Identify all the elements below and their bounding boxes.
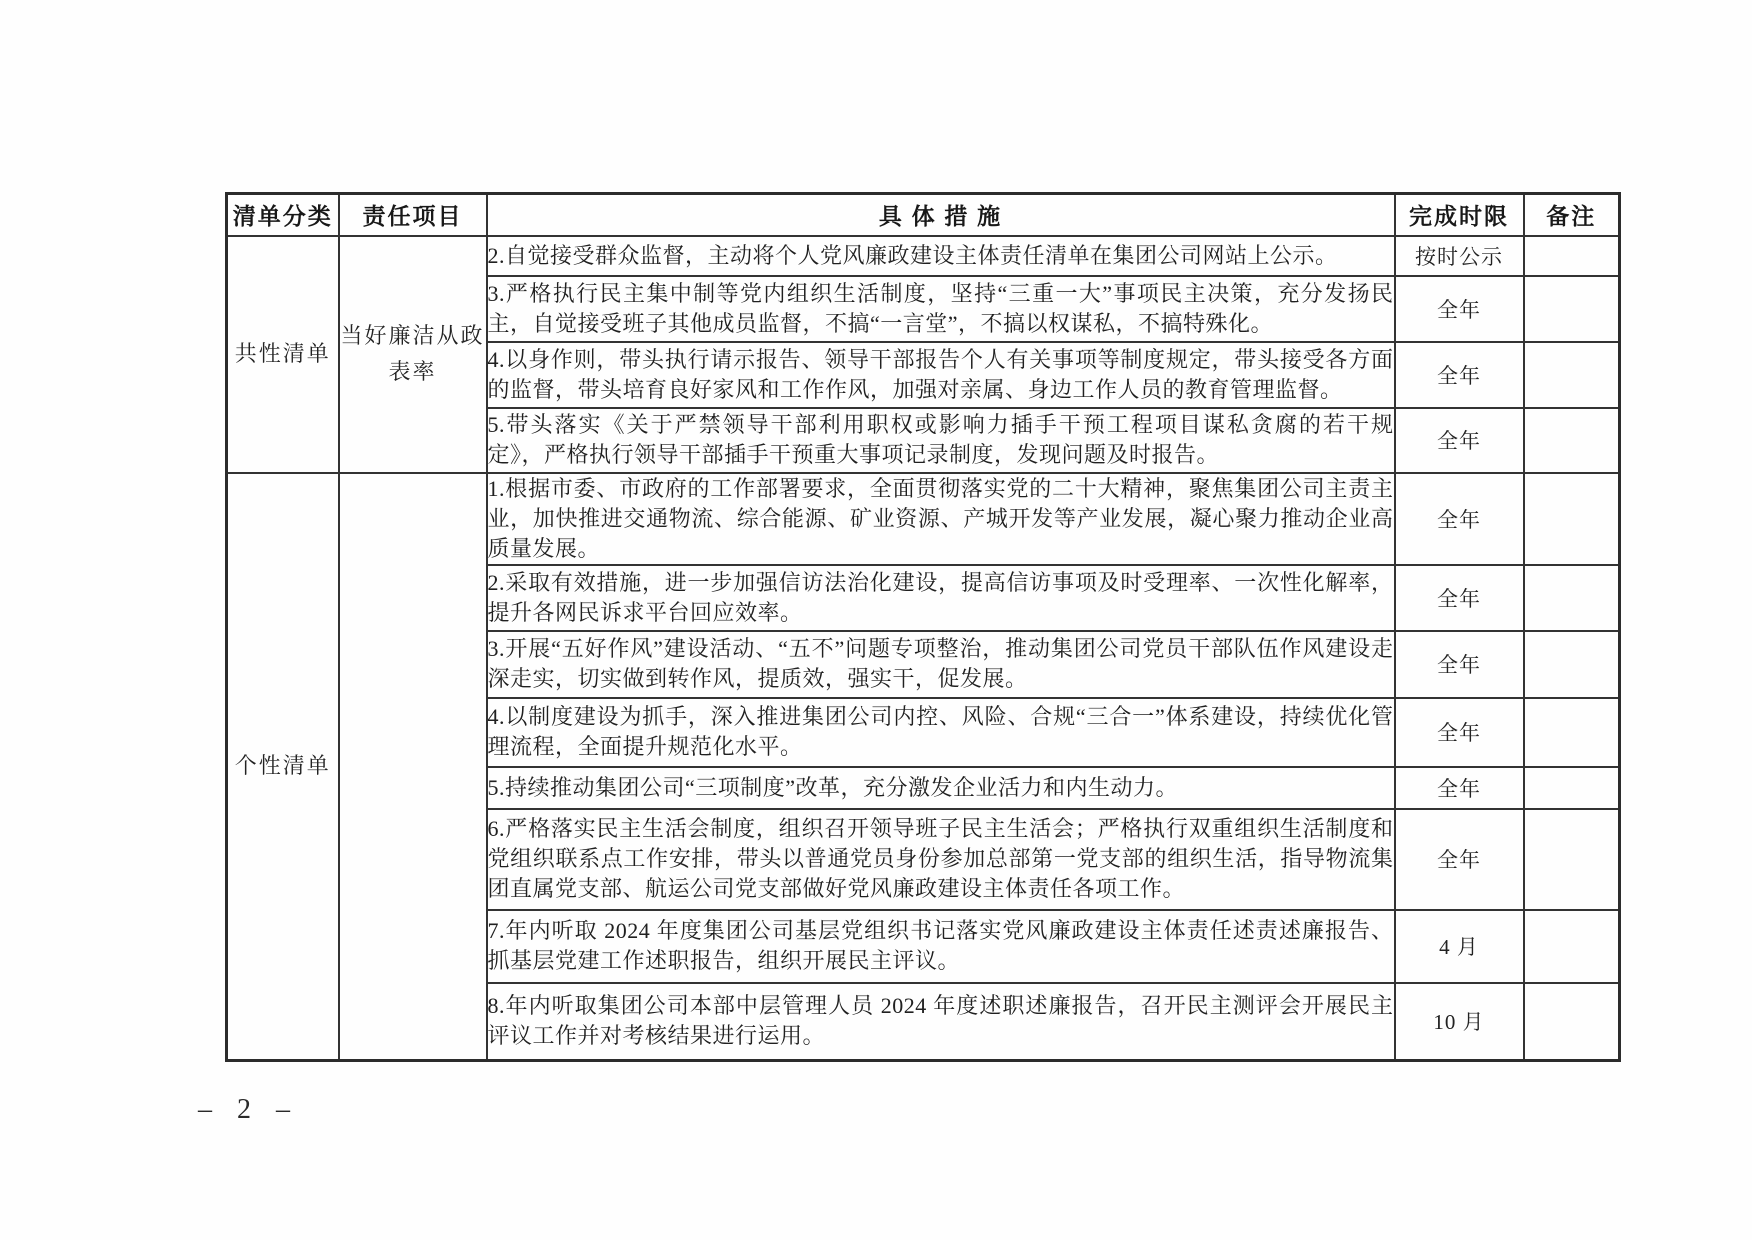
deadline-cell: 全年 [1395, 698, 1524, 767]
remark-cell [1524, 565, 1620, 631]
page-number: – 2 – [198, 1094, 299, 1125]
deadline-cell: 全年 [1395, 631, 1524, 698]
col-header-responsibility: 责任项目 [339, 194, 487, 236]
deadline-cell: 10 月 [1395, 983, 1524, 1061]
measure-cell: 3.严格执行民主集中制等党内组织生活制度，坚持“三重一大”事项民主决策，充分发扬民主，自觉接受班子其他成员监督，不搞“一言堂”，不搞以权谋私，不搞特殊化。 [487, 276, 1395, 342]
deadline-cell: 全年 [1395, 565, 1524, 631]
measure-cell: 2.采取有效措施，进一步加强信访法治化建设，提高信访事项及时受理率、一次性化解率，提升各网民诉求平台回应效率。 [487, 565, 1395, 631]
measure-cell: 2.自觉接受群众监督，主动将个人党风廉政建设主体责任清单在集团公司网站上公示。 [487, 236, 1395, 276]
remark-cell [1524, 910, 1620, 983]
duty-list-table [225, 192, 1621, 1062]
measure-cell: 3.开展“五好作风”建设活动、“五不”问题专项整治，推动集团公司党员干部队伍作风建设走深走实，切实做到转作风，提质效，强实干，促发展。 [487, 631, 1395, 698]
measure-cell: 5.带头落实《关于严禁领导干部利用职权或影响力插手干预工程项目谋私贪腐的若干规定》，严格执行领导干部插手干预重大事项记录制度，发现问题及时报告。 [487, 408, 1395, 473]
header-row [227, 194, 1620, 236]
deadline-cell: 按时公示 [1395, 236, 1524, 276]
col-header-category: 清单分类 [227, 194, 339, 236]
measure-cell: 5.持续推动集团公司“三项制度”改革，充分激发企业活力和内生动力。 [487, 767, 1395, 809]
measure-cell: 4.以制度建设为抓手，深入推进集团公司内控、风险、合规“三合一”体系建设，持续优化管理流程，全面提升规范化水平。 [487, 698, 1395, 767]
remark-cell [1524, 473, 1620, 565]
measure-cell: 7.年内听取 2024 年度集团公司基层党组织书记落实党风廉政建设主体责任述责述廉报告、抓基层党建工作述职报告，组织开展民主评议。 [487, 910, 1395, 983]
remark-cell [1524, 698, 1620, 767]
table-row [227, 473, 1620, 565]
deadline-cell: 全年 [1395, 767, 1524, 809]
responsibility-cell-group1: 当好廉洁从政表率 [339, 236, 487, 473]
table-row [227, 236, 1620, 276]
measure-cell: 8.年内听取集团公司本部中层管理人员 2024 年度述职述廉报告，召开民主测评会开展民主评议工作并对考核结果进行运用。 [487, 983, 1395, 1061]
remark-cell [1524, 809, 1620, 910]
remark-cell [1524, 342, 1620, 408]
col-header-measures: 具 体 措 施 [487, 194, 1395, 236]
remark-cell [1524, 236, 1620, 276]
deadline-cell: 全年 [1395, 276, 1524, 342]
col-header-remarks: 备注 [1524, 194, 1620, 236]
measure-cell: 6.严格落实民主生活会制度，组织召开领导班子民主生活会；严格执行双重组织生活制度和党组织联系点工作安排，带头以普通党员身份参加总部第一党支部的组织生活，指导物流集团直属党支部、航运公司党支部做好党风廉政建设主体责任各项工作。 [487, 809, 1395, 910]
remark-cell [1524, 983, 1620, 1061]
measure-cell: 1.根据市委、市政府的工作部署要求，全面贯彻落实党的二十大精神，聚焦集团公司主责主业，加快推进交通物流、综合能源、矿业资源、产城开发等产业发展，凝心聚力推动企业高质量发展。 [487, 473, 1395, 565]
category-cell-group2: 个性清单 [227, 473, 339, 1061]
deadline-cell: 全年 [1395, 473, 1524, 565]
measure-cell: 4.以身作则，带头执行请示报告、领导干部报告个人有关事项等制度规定，带头接受各方面的监督，带头培育良好家风和工作作风，加强对亲属、身边工作人员的教育管理监督。 [487, 342, 1395, 408]
remark-cell [1524, 276, 1620, 342]
remark-cell [1524, 767, 1620, 809]
remark-cell [1524, 631, 1620, 698]
deadline-cell: 全年 [1395, 408, 1524, 473]
deadline-cell: 全年 [1395, 342, 1524, 408]
remark-cell [1524, 408, 1620, 473]
category-cell-group1: 共性清单 [227, 236, 339, 473]
deadline-cell: 全年 [1395, 809, 1524, 910]
deadline-cell: 4 月 [1395, 910, 1524, 983]
col-header-deadline: 完成时限 [1395, 194, 1524, 236]
responsibility-cell-group2-empty [339, 473, 487, 1061]
